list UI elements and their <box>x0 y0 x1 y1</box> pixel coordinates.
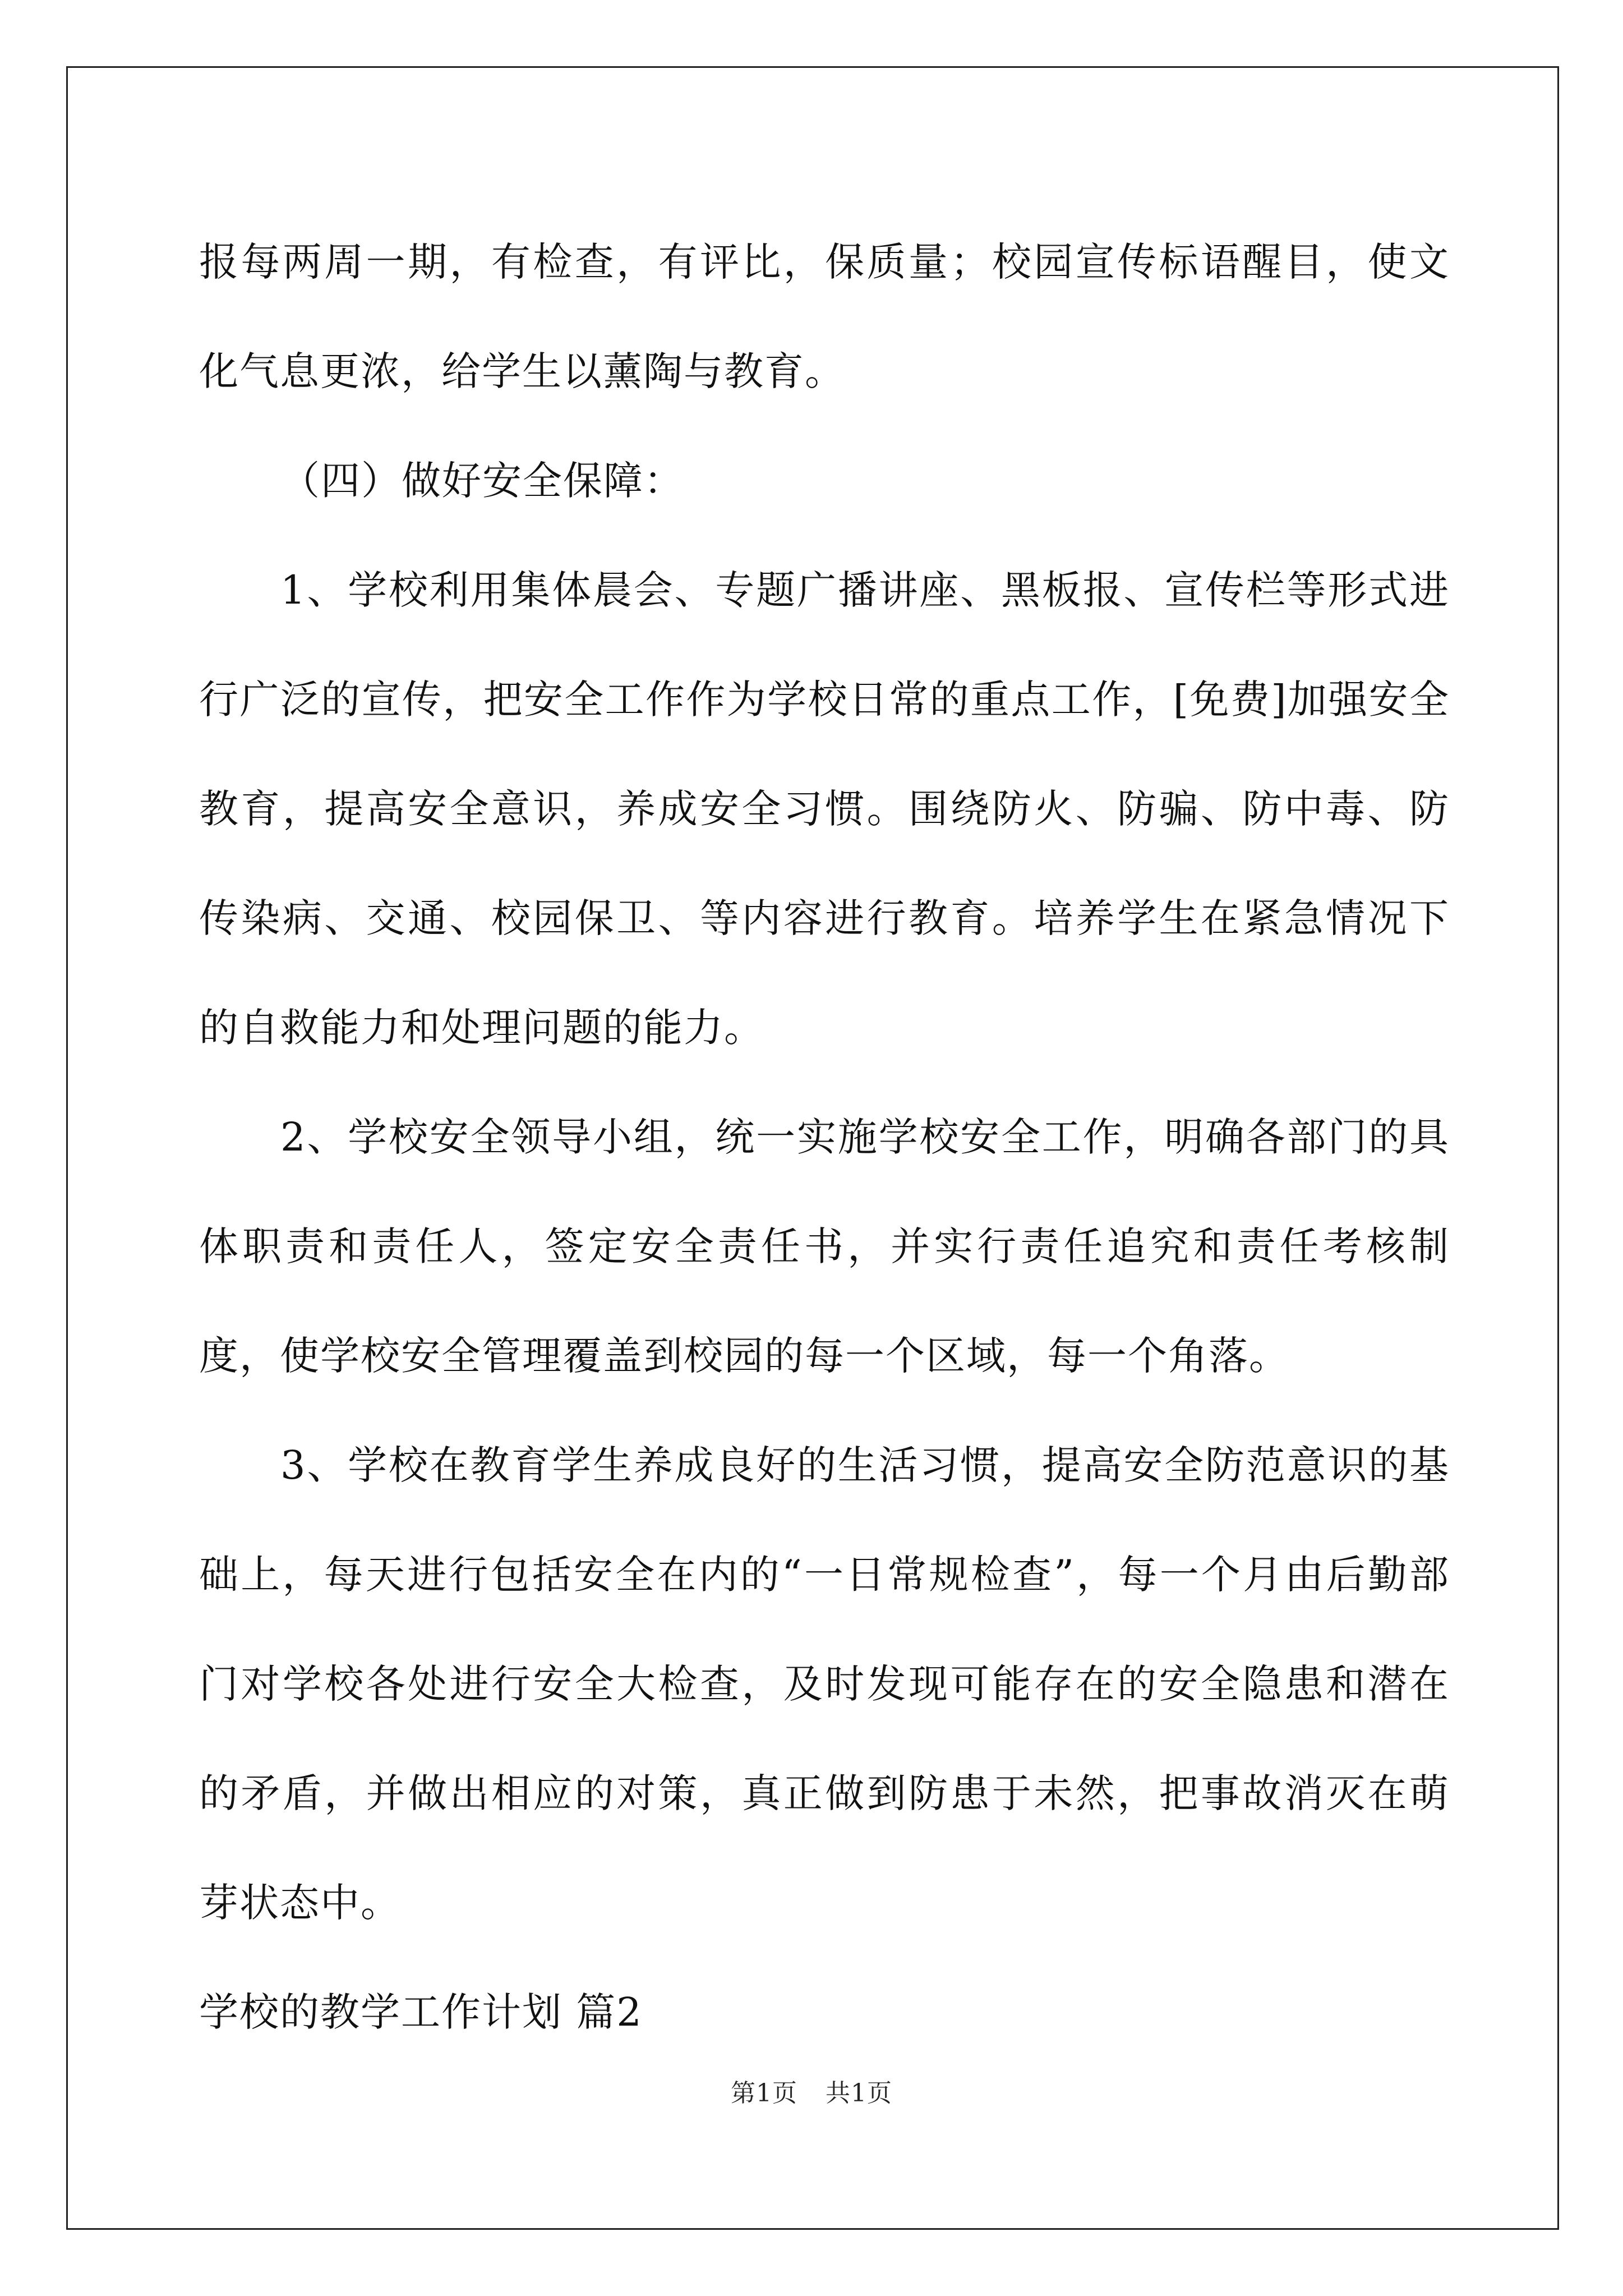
page-total: 共1页 <box>826 2079 892 2108</box>
list-item-2: 2、学校安全领导小组，统一实施学校安全工作，明确各部门的具体职责和责任人，签定安全责任书，并实行责任追究和责任考核制度，使学校安全管理覆盖到校园的每一个区域，每一个角落。 <box>199 1114 1450 1379</box>
list-item-3: 3、学校在教育学生养成良好的生活习惯，提高安全防范意识的基础上，每天进行包括安全在内的“一日常规检查”，每一个月由后勤部门对学校各处进行安全大检查，及时发现可能存在的安全隐患和潜在的矛盾，并做出相应的对策，真正做到防患于未然，把事故消灭在萌芽状态中。 <box>199 1442 1450 1926</box>
section-title: 学校的教学工作计划 篇2 <box>199 1989 643 2035</box>
page-number: 第1页 <box>731 2079 797 2108</box>
subheading-safety: （四）做好安全保障： <box>280 458 684 504</box>
list-item-1: 1、学校利用集体晨会、专题广播讲座、黑板报、宣传栏等形式进行广泛的宣传，把安全工作作为学校日常的重点工作，[免费]加强安全教育，提高安全意识，养成安全习惯。围绕防火、防骗、防中毒、防传染病、交通、校园保卫、等内容进行教育。培养学生在紧急情况下的自救能力和处理问题的能力。 <box>199 567 1450 1051</box>
page-footer <box>0 2073 1623 2109</box>
document-body <box>199 208 1450 2067</box>
paragraph-continuation: 报每两周一期，有检查，有评比，保质量；校园宣传标语醒目，使文化气息更浓，给学生以薰陶与教育。 <box>199 239 1450 394</box>
